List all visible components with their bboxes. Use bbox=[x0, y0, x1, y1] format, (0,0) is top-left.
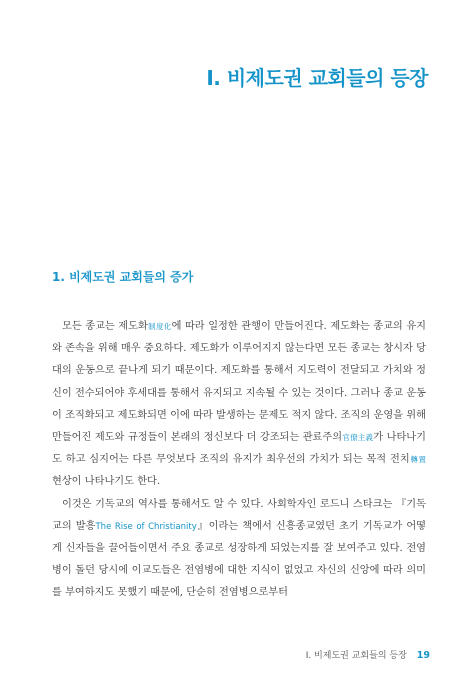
text-run: 에 따라 일정한 관행이 만들어진다. 제도화는 종교의 유지와 존속을 위해 매우 중요하다. 제도화가 이루어지지 않는다면 모든 종교는 창시자 당대의 운동으로 끝나게 되기 때문이다. 제도화를 통해서 지도력이 전달되고 가치와 정신이 전수되어야 후세대를 통해서 유지되고 지속될 수 있는 것이다. 그러나 종교 운동이 조직화되고 제도화되면 이에 따라 발생하는 문제도 적지 않다. 조직의 운영을 위해 만들어진 제도와 규정들이 본래의 정신보다 더 강조되는 관료주의 bbox=[52, 321, 426, 444]
english-title-annotation: The Rise of Christianity bbox=[95, 521, 197, 532]
running-title: I. 비제도권 교회들의 등장 bbox=[305, 651, 407, 661]
body-text bbox=[52, 316, 426, 605]
paragraph bbox=[52, 494, 426, 605]
hanja-annotation: 轉置 bbox=[409, 455, 426, 465]
chapter-title: I. 비제도권 교회들의 등장 bbox=[206, 66, 428, 90]
page-number: 19 bbox=[416, 650, 430, 661]
section-heading: 1. 비제도권 교회들의 증가 bbox=[52, 270, 194, 284]
text-run: 가 나타나기도 하고 심지어는 다른 무엇보다 조직의 유지가 최우선의 가치가 되는 목적 전치 bbox=[52, 432, 426, 466]
hanja-annotation: 制度化 bbox=[147, 322, 172, 331]
page-footer bbox=[306, 648, 430, 661]
paragraph bbox=[52, 316, 426, 494]
text-run: 모든 종교는 제도화 bbox=[62, 321, 148, 332]
hanja-annotation: 官僚主義 bbox=[342, 433, 374, 443]
text-run: 이것은 기독교의 역사를 통해서도 알 수 있다. 사회학자인 로드니 스타크는 『기독교의 발흥 bbox=[52, 498, 426, 532]
text-run: 』이라는 책에서 신흥종교였던 초기 기독교가 어떻게 신자들을 끌어들이면서 주요 종교로 성장하게 되었는지를 잘 보여주고 있다. 전염병이 돌던 당시에 이교도들은 전염병에 대한 지식이 없었고 자신의 신앙에 따라 의미를 부여하지도 못했기 때문에, 단순히 전염병으로부터 bbox=[52, 520, 427, 599]
text-run: 현상이 나타나기도 한다. bbox=[52, 476, 161, 488]
